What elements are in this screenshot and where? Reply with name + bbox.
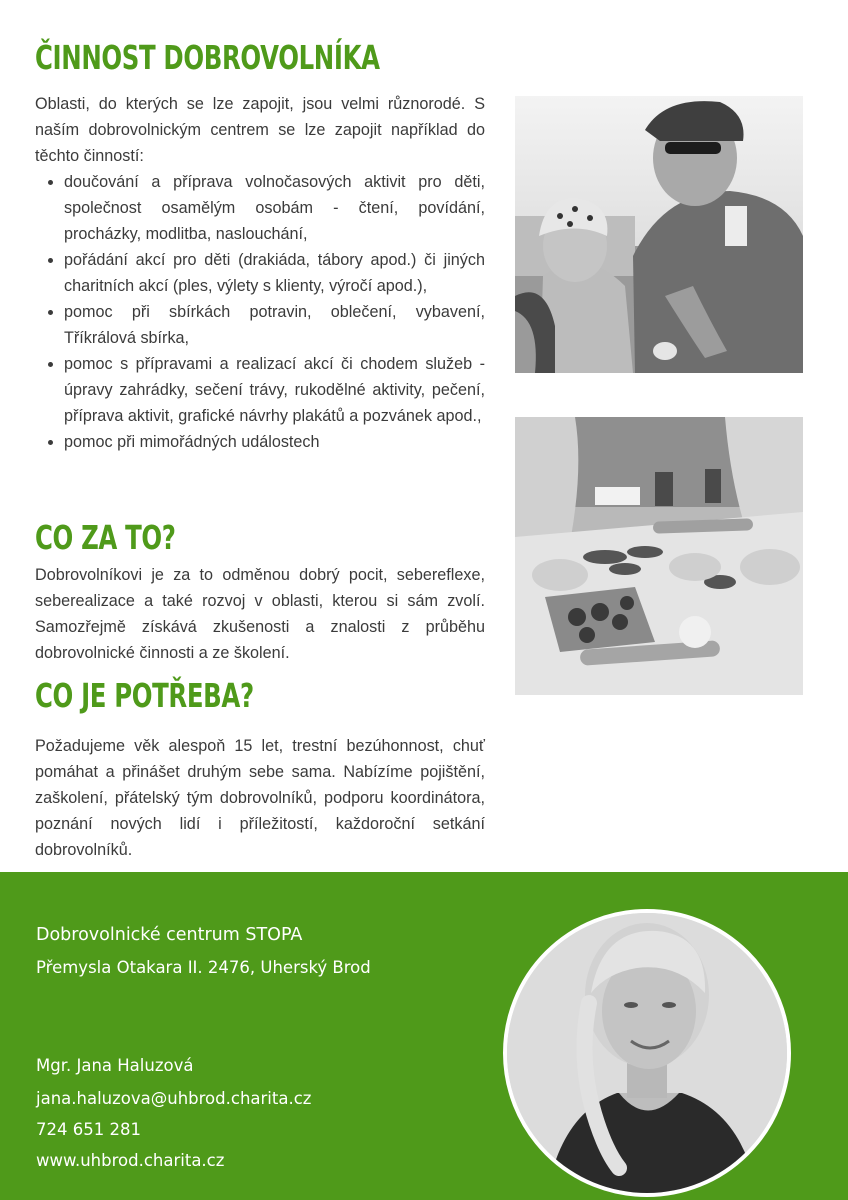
contact-name: Mgr. Jana Haluzová [36,1056,194,1075]
reward-heading: CO ZA TO? [35,518,176,557]
coordinator-portrait [503,909,791,1197]
organization-address: Přemysla Otakara II. 2476, Uherský Brod [36,958,371,977]
website-link[interactable]: www.uhbrod.charita.cz [36,1151,225,1170]
activity-list-item: doučování a příprava volnočasových aktivit pro děti, společnost osamělým osobám - čtení, povídání, procházky, modlitba, naslouchání, [64,169,485,247]
activity-list-item: pomoc při mimořádných událostech [64,429,485,455]
volunteer-with-child-photo [515,96,803,373]
contact-phone: 724 651 281 [36,1120,141,1139]
reward-text: Dobrovolníkovi je za to odměnou dobrý pocit, sebereflexe, seberealizace a také rozvoj v oblasti, kterou si sám zvolí. Samozřejmě získává zkušenosti a znalosti z průběhu dobrovolnické činnosti a ze školení. [35,566,485,662]
requirements-heading: CO JE POTŘEBA? [35,676,254,715]
activity-list-item: pomoc s přípravami a realizací akcí či chodem služeb - úpravy zahrádky, sečení trávy, rukodělné aktivity, pečení, příprava aktivit, grafické návrhy plakátů a pozvánek apod., [64,351,485,429]
activity-heading: ČINNOST DOBROVOLNÍKA [35,38,380,77]
organization-name: Dobrovolnické centrum STOPA [36,925,303,945]
baking-activity-photo [515,417,803,695]
activity-list-item: pomoc při sbírkách potravin, oblečení, vybavení, Tříkrálová sbírka, [64,299,485,351]
contact-email-link[interactable]: jana.haluzova@uhbrod.charita.cz [36,1089,312,1108]
requirements-text: Požadujeme věk alespoň 15 let, trestní bezúhonnost, chuť pomáhat a přinášet druhým sebe sama. Nabízíme pojištění, zaškolení, přátelský tým dobrovolníků, podporu koordinátora, poznání nových lidí i příležitostí, každoroční setkání dobrovolníků. [35,737,485,859]
activity-list [35,169,485,455]
activity-intro: Oblasti, do kterých se lze zapojit, jsou velmi různorodé. S naším dobrovolnickým centrem se lze zapojit například do těchto činností: [35,95,485,165]
activity-list-item: pořádání akcí pro děti (drakiáda, tábory apod.) či jiných charitních akcí (ples, výlety s klienty, výročí apod.), [64,247,485,299]
